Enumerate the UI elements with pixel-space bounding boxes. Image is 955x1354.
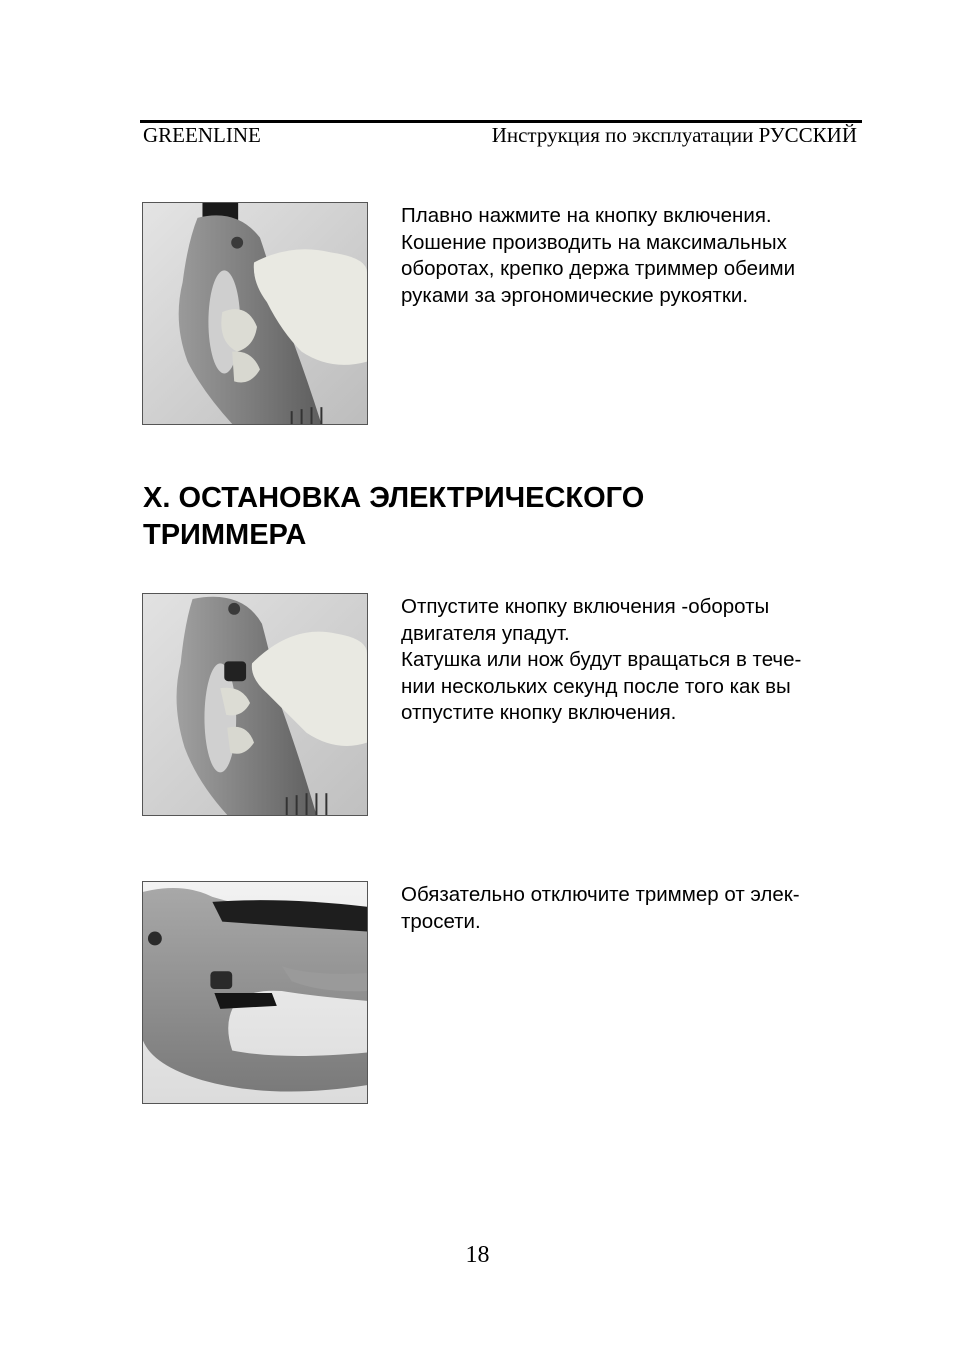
- step2-line: Катушка или нож будут вращаться в тече-: [401, 648, 802, 671]
- step2-line: Отпустите кнопку включения -обороты: [401, 595, 770, 618]
- header-brand: GREENLINE: [143, 123, 261, 147]
- header-manual-title: Инструкция по эксплуатации РУССКИЙ: [491, 123, 857, 147]
- photo-trimmer-handle: [142, 881, 368, 1104]
- page-number: 18: [465, 1242, 490, 1268]
- step1-line: Кошение производить на максимальных: [401, 230, 787, 254]
- step1-line: руками за эргономические рукоятки.: [401, 283, 749, 307]
- step2-text: [401, 594, 861, 727]
- step3-text: [401, 882, 861, 935]
- step3-line: тросети.: [401, 909, 481, 933]
- photo-releasing-switch: [142, 593, 368, 816]
- step2-line: отпустите кнопку включения.: [401, 701, 677, 724]
- step2-line: нии нескольких секунд после того как вы: [401, 674, 791, 698]
- step1-line: Плавно нажмите на кнопку включения.: [401, 204, 772, 227]
- photo-pressing-switch: [142, 202, 368, 425]
- section-title-line2: ТРИММЕРА: [143, 519, 307, 551]
- step3-line: Обязательно отключите триммер от элек-: [401, 883, 800, 906]
- step2-line: двигателя упадут.: [401, 621, 570, 645]
- step1-line: оборотах, крепко держа триммер обеими: [401, 257, 796, 280]
- step1-text: [401, 203, 861, 309]
- section-title-line1: X. ОСТАНОВКА ЭЛЕКТРИЧЕСКОГО: [143, 482, 645, 514]
- section-title: [143, 480, 644, 554]
